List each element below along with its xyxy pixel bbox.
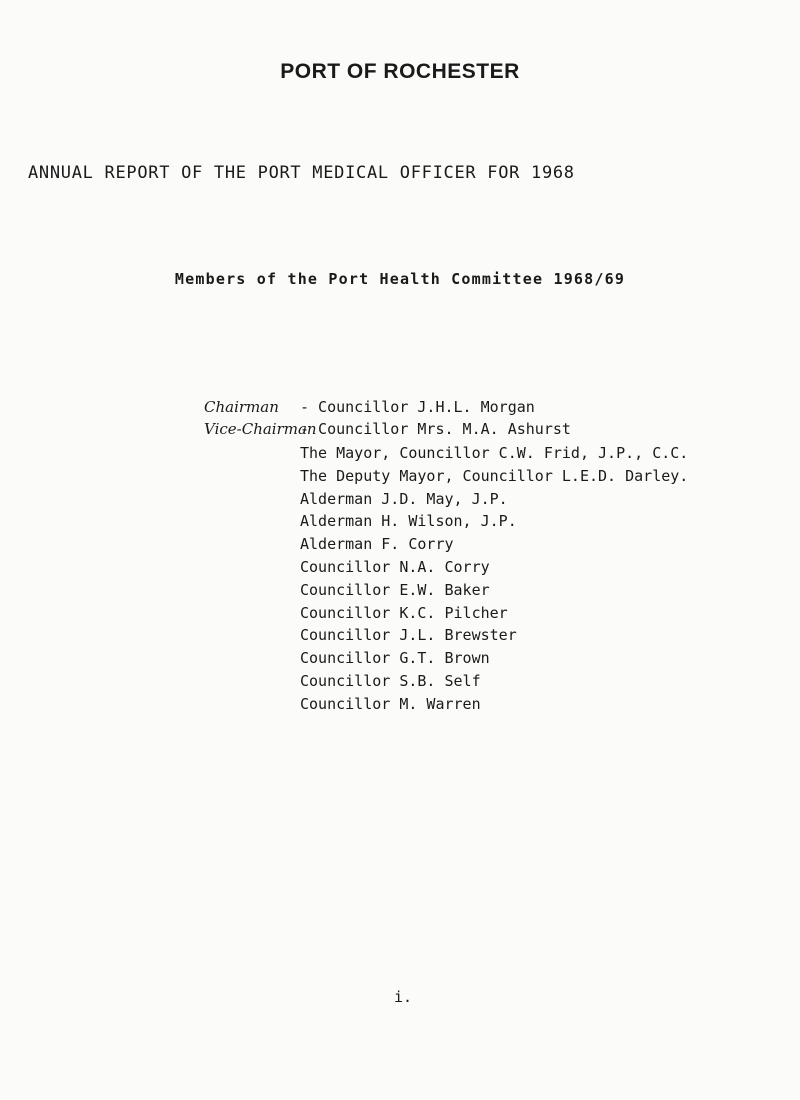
chairman-name: - Councillor J.H.L. Morgan (300, 398, 535, 416)
member-item: Councillor E.W. Baker (300, 580, 490, 599)
member-list (300, 442, 688, 716)
vice-chairman-name: - Councillor Mrs. M.A. Ashurst (300, 420, 571, 438)
member-item: Alderman J.D. May, J.P. (300, 489, 508, 508)
member-item: The Mayor, Councillor C.W. Frid, J.P., C.C. (300, 444, 689, 462)
member-item: The Deputy Mayor, Councillor L.E.D. Darley. (300, 466, 689, 485)
document-title: PORT OF ROCHESTER (280, 60, 520, 83)
chairman-row (204, 398, 279, 416)
member-item: Alderman F. Corry (300, 535, 454, 554)
page-number: i. (394, 988, 413, 1006)
member-item: Councillor K.C. Pilcher (300, 603, 508, 622)
member-item: Councillor M. Warren (300, 694, 481, 713)
committee-heading: Members of the Port Health Committee 1968/69 (174, 270, 626, 288)
vice-chairman-role: Vice-Chairman (204, 420, 317, 438)
member-item: Alderman H. Wilson, J.P. (300, 512, 517, 531)
chairman-role: Chairman (204, 398, 279, 416)
report-subtitle: ANNUAL REPORT OF THE PORT MEDICAL OFFICER FOR 1968 (28, 163, 575, 183)
member-item: Councillor J.L. Brewster (300, 626, 517, 645)
member-item: Councillor N.A. Corry (300, 557, 490, 576)
member-item: Councillor G.T. Brown (300, 649, 490, 668)
member-item: Councillor S.B. Self (300, 671, 481, 690)
